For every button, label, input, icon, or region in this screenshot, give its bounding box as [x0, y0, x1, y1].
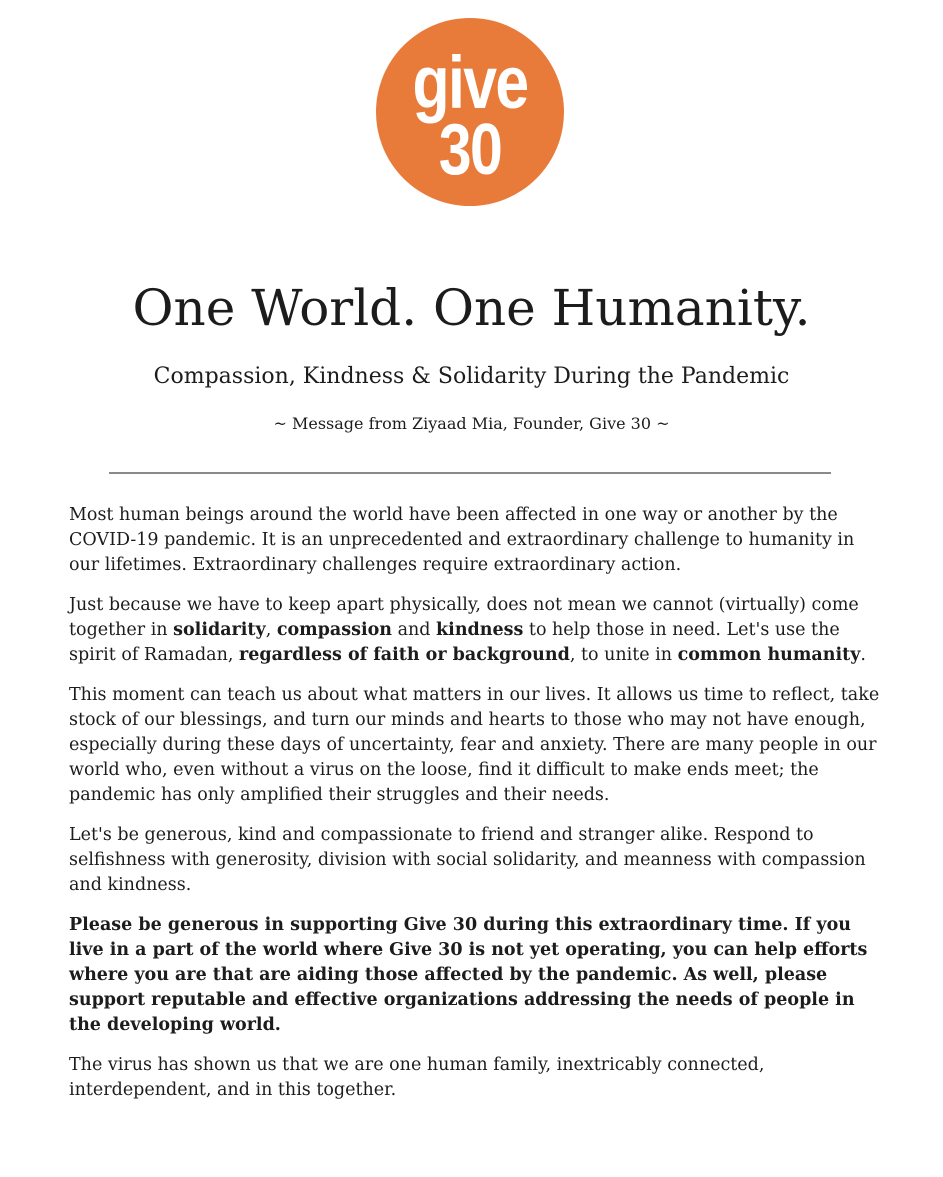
p2-text-5: , to unite in: [569, 645, 678, 665]
page-title: One World. One Humanity.: [132, 279, 811, 337]
p2-text-3: and: [392, 620, 437, 640]
paragraph-5-appeal: Please be generous in supporting Give 30 during this extraordinary time. If you live in a part of the world where Give 30 is not yet operating, you can help efforts where you are that are aiding those affected by the pandemic. As well, please support reputable and effective organizations addressing the needs of people in the developing world.: [69, 915, 868, 1035]
page-subtitle: Compassion, Kindness & Solidarity During the Pandemic: [153, 364, 790, 389]
logo-line-give: give: [412, 41, 528, 124]
p2-text-2: ,: [265, 620, 277, 640]
byline: ~ Message from Ziyaad Mia, Founder, Give 30 ~: [273, 414, 670, 433]
p2-text-6: .: [860, 645, 866, 665]
p2-text-4: to help those in need. Let's use the spirit of Ramadan,: [69, 620, 840, 665]
paragraph-1: Most human beings around the world have been affected in one way or another by the COVID-19 pandemic. It is an unprecedented and extraordinary challenge to humanity in our lifetimes. Extraordinary challenges require extraordinary action.: [69, 505, 855, 575]
p2-bold-compassion: compassion: [276, 620, 392, 640]
divider-rule: [109, 472, 831, 474]
give30-logo: [376, 18, 564, 206]
p2-bold-common-humanity: common humanity: [677, 645, 861, 665]
paragraph-6: The virus has shown us that we are one human family, inextricably connected, interdependent, and in this together.: [69, 1055, 765, 1100]
paragraph-4: Let's be generous, kind and compassionate to friend and stranger alike. Respond to selfishness with generosity, division with social solidarity, and meanness with compassion and kindness.: [69, 825, 866, 895]
p2-text-1: Just because we have to keep apart physically, does not mean we cannot (virtually) come together in: [69, 595, 859, 640]
paragraph-2: [69, 593, 881, 668]
p2-bold-solidarity: solidarity: [173, 620, 266, 640]
logo-line-30: 30: [438, 110, 502, 190]
p2-bold-kindness: kindness: [436, 620, 524, 640]
message-body: [69, 503, 881, 1118]
paragraph-3: This moment can teach us about what matters in our lives. It allows us time to reflect, take stock of our blessings, and turn our minds and hearts to those who may not have enough, especially during these days of uncertainty, fear and anxiety. There are many people in our world who, even without a virus on the loose, find it difficult to make ends meet; the pandemic has only amplified their struggles and their needs.: [69, 685, 880, 805]
p2-bold-regardless: regardless of faith or background: [238, 645, 570, 665]
